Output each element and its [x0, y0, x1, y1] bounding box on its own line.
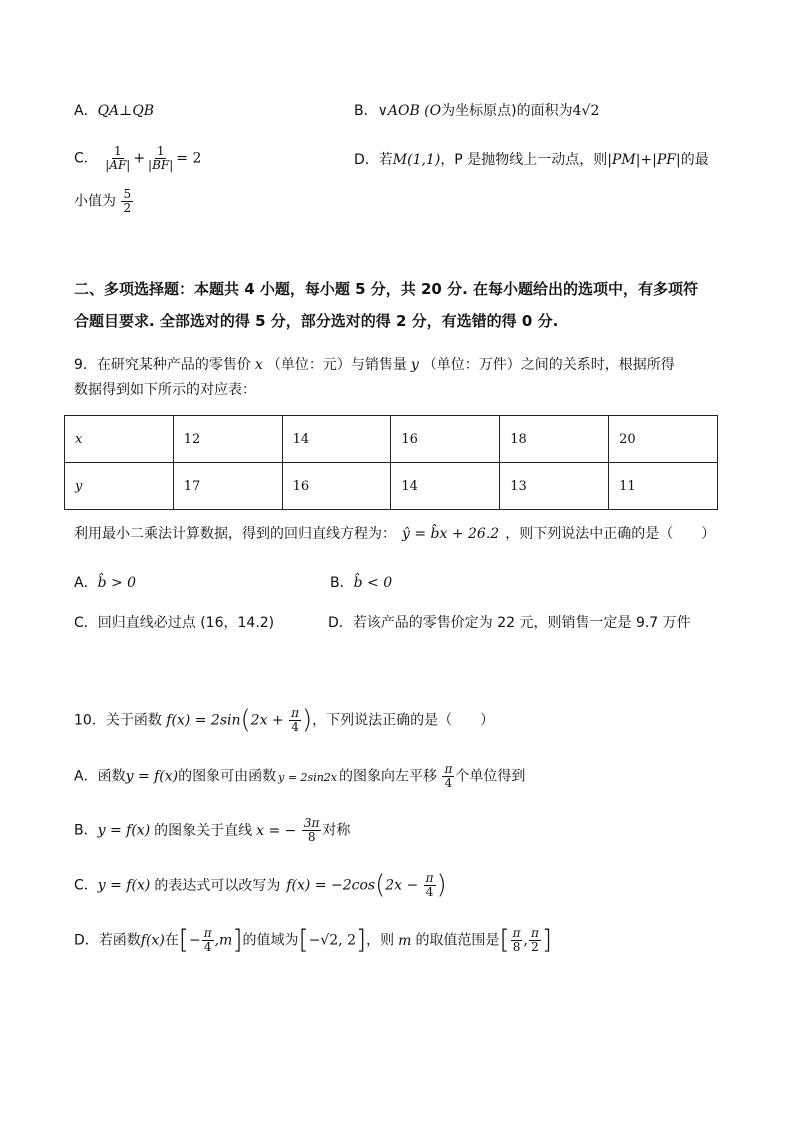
q8-option-b — [354, 103, 599, 120]
option-label: D．若 — [354, 152, 393, 168]
option-text: ，P 是抛物线上一动点，则 — [440, 152, 608, 168]
section-title-line-2: 合题目要求. 全部选对的得 5 分，部分选对的得 2 分，有选错的得 0 分. — [74, 312, 559, 330]
q8-option-c — [74, 145, 201, 172]
fraction — [103, 145, 132, 172]
math-variable: O — [429, 103, 442, 119]
math-variable: y — [410, 357, 419, 373]
option-text: 在 — [164, 932, 179, 949]
table-cell: 13 — [500, 463, 609, 510]
fraction — [442, 763, 454, 790]
option-label: B． — [74, 822, 98, 839]
math-operator: − — [188, 932, 201, 949]
stem-text: 利用最小二乘法计算数据，得到的回归直线方程为： — [74, 526, 396, 542]
right-bracket: ] — [541, 925, 552, 955]
q10-option-c — [74, 870, 447, 901]
denominator: 4 — [444, 776, 453, 791]
left-paren: ( — [240, 705, 251, 735]
q10-option-b — [74, 817, 350, 844]
table-cell: 20 — [609, 416, 718, 463]
fraction — [424, 872, 436, 899]
denominator: 4 — [203, 940, 212, 955]
option-label: A． — [74, 575, 98, 591]
math-expression: y = f(x) — [97, 877, 151, 894]
option-text: 的图象关于直线 — [154, 822, 253, 839]
stem-text: （单位：元）与销售量 — [266, 357, 407, 373]
numerator: π — [530, 925, 539, 940]
table-cell: 16 — [391, 416, 500, 463]
q10-option-a — [74, 763, 525, 790]
math-expression: y = 2sin2x — [278, 770, 337, 784]
fraction — [202, 927, 214, 954]
right-paren: ) — [436, 870, 447, 900]
math-variable: ,m — [214, 932, 233, 949]
q9-option-b — [330, 575, 392, 592]
table-cell: 14 — [391, 463, 500, 510]
q9-option-a — [74, 575, 136, 592]
table-cell: 17 — [173, 463, 282, 510]
table-cell: x — [65, 416, 174, 463]
right-bracket: ] — [232, 925, 243, 955]
stem-text: （单位：万件）之间的关系时，根据所得 — [422, 357, 675, 373]
option-text: 小值为 — [74, 193, 116, 210]
q10-option-d: D．若函数f(x)在[− $\frac{\pi}{4}$ ,m]的值域为[−√2, 2]，则 m 的取值范围是[ $\frac{\pi}{8}$ , $\frac{\pi}{2}$ ] — [74, 925, 552, 955]
q10-stem — [74, 705, 494, 736]
option-text: 的表达式可以改写为 — [154, 877, 281, 894]
table-cell: 11 — [609, 463, 718, 510]
math-expression: 2x − — [385, 877, 419, 894]
numerator: π — [444, 762, 453, 776]
right-bracket: ] — [356, 925, 367, 955]
math-expression: f(x) = 2sin — [166, 712, 241, 729]
math-expression: = 2 — [176, 150, 202, 167]
q8-option-a — [74, 103, 154, 120]
option-text: D．若函数 — [74, 932, 141, 949]
denominator: 8 — [307, 830, 316, 845]
numerator: π — [291, 705, 299, 720]
math-expression: x = − — [256, 822, 297, 839]
data-table — [64, 415, 718, 510]
fraction — [146, 145, 175, 172]
q9-option-d: D．若该产品的零售价定为 22 元，则销售一定是 9.7 万件 — [328, 615, 691, 631]
numerator: 3π — [303, 816, 320, 830]
math-expression: QA⊥QB — [97, 103, 155, 119]
table-cell: y — [65, 463, 174, 510]
denominator: 2 — [123, 201, 132, 216]
math-expression: b̂ > 0 — [97, 575, 137, 591]
table-cell: 14 — [282, 416, 391, 463]
fraction — [511, 927, 523, 954]
fraction — [529, 927, 541, 954]
math-expression: −√2, 2 — [308, 932, 356, 949]
section-title-line-1: 二、多项选择题：本题共 4 小题，每小题 5 分，共 20 分. 在每小题给出的选项中，有多项符 — [74, 280, 699, 298]
table-cell: 12 — [173, 416, 282, 463]
q9-stem-line-1 — [74, 357, 675, 374]
math-value: 4√2 — [572, 103, 600, 119]
numerator: π — [425, 870, 434, 885]
table-row — [65, 416, 718, 463]
option-label: B． — [330, 575, 354, 591]
denominator: 4 — [425, 885, 434, 900]
fraction — [289, 707, 301, 734]
math-expression: f(x) = −2cos — [286, 877, 376, 894]
q9-stem-line-2: 数据得到如下所示的对应表： — [74, 382, 256, 398]
option-text: 为坐标原点)的面积为 — [441, 103, 573, 119]
option-text: 的图象向左平移 — [339, 768, 437, 785]
stem-text: ，则下列说法中正确的是（ ） — [505, 526, 716, 542]
denominator: |BF| — [148, 158, 174, 173]
denominator: 4 — [291, 720, 299, 735]
table-cell: 16 — [282, 463, 391, 510]
option-text: 个单位得到 — [455, 768, 526, 785]
math-variable: m — [398, 932, 412, 949]
q9-question-line — [74, 526, 715, 543]
denominator: |AF| — [105, 158, 131, 173]
math-expression: b̂ < 0 — [353, 575, 393, 591]
option-label: C． — [74, 150, 98, 167]
table-cell: 18 — [500, 416, 609, 463]
numerator: 1 — [156, 144, 165, 158]
left-bracket: [ — [178, 925, 189, 955]
left-bracket: [ — [499, 925, 510, 955]
option-text: 的图象可由函数 — [178, 768, 277, 785]
regression-equation: ŷ = b̂x + 26.2 — [402, 526, 500, 542]
numerator: π — [512, 925, 521, 940]
math-operator: + — [133, 150, 146, 167]
denominator: 8 — [512, 940, 521, 955]
option-label: A． — [74, 103, 98, 119]
option-text: A．函数 — [74, 768, 126, 785]
stem-text: 9．在研究某种产品的零售价 — [74, 357, 251, 373]
fraction — [121, 188, 133, 215]
option-text: 的最 — [680, 152, 709, 168]
left-bracket: [ — [298, 925, 309, 955]
option-text: 的值域为 — [242, 932, 299, 949]
numerator: π — [203, 925, 212, 940]
table-row — [65, 463, 718, 510]
q8-option-d — [354, 152, 709, 169]
option-text: 对称 — [322, 822, 351, 839]
right-paren: ) — [301, 705, 313, 735]
option-text: 的取值范围是 — [415, 932, 500, 949]
option-text: ，则 — [366, 932, 395, 949]
stem-text: 10．关于函数 — [74, 712, 162, 729]
math-expression: y = f(x) — [125, 768, 179, 785]
numerator: 5 — [123, 187, 132, 201]
denominator: 2 — [531, 940, 539, 955]
math-expression: |PM|+|PF| — [607, 152, 681, 168]
math-expression: M(1,1) — [392, 152, 441, 168]
numerator: 1 — [113, 144, 122, 158]
option-label: C． — [74, 877, 98, 894]
stem-text: ，下列说法正确的是（ ） — [312, 712, 495, 729]
q9-option-c: C．回归直线必过点 (16，14.2) — [74, 615, 275, 631]
math-expression: f(x) — [140, 932, 165, 949]
option-label: B． — [354, 103, 378, 119]
math-expression: 2x + — [250, 712, 284, 729]
fraction — [302, 817, 322, 844]
q8-option-d-continued — [74, 188, 134, 215]
math-expression: ∨AOB ( — [377, 103, 430, 119]
left-paren: ( — [375, 870, 386, 900]
math-expression: y = f(x) — [97, 822, 151, 839]
math-variable: x — [254, 357, 263, 373]
